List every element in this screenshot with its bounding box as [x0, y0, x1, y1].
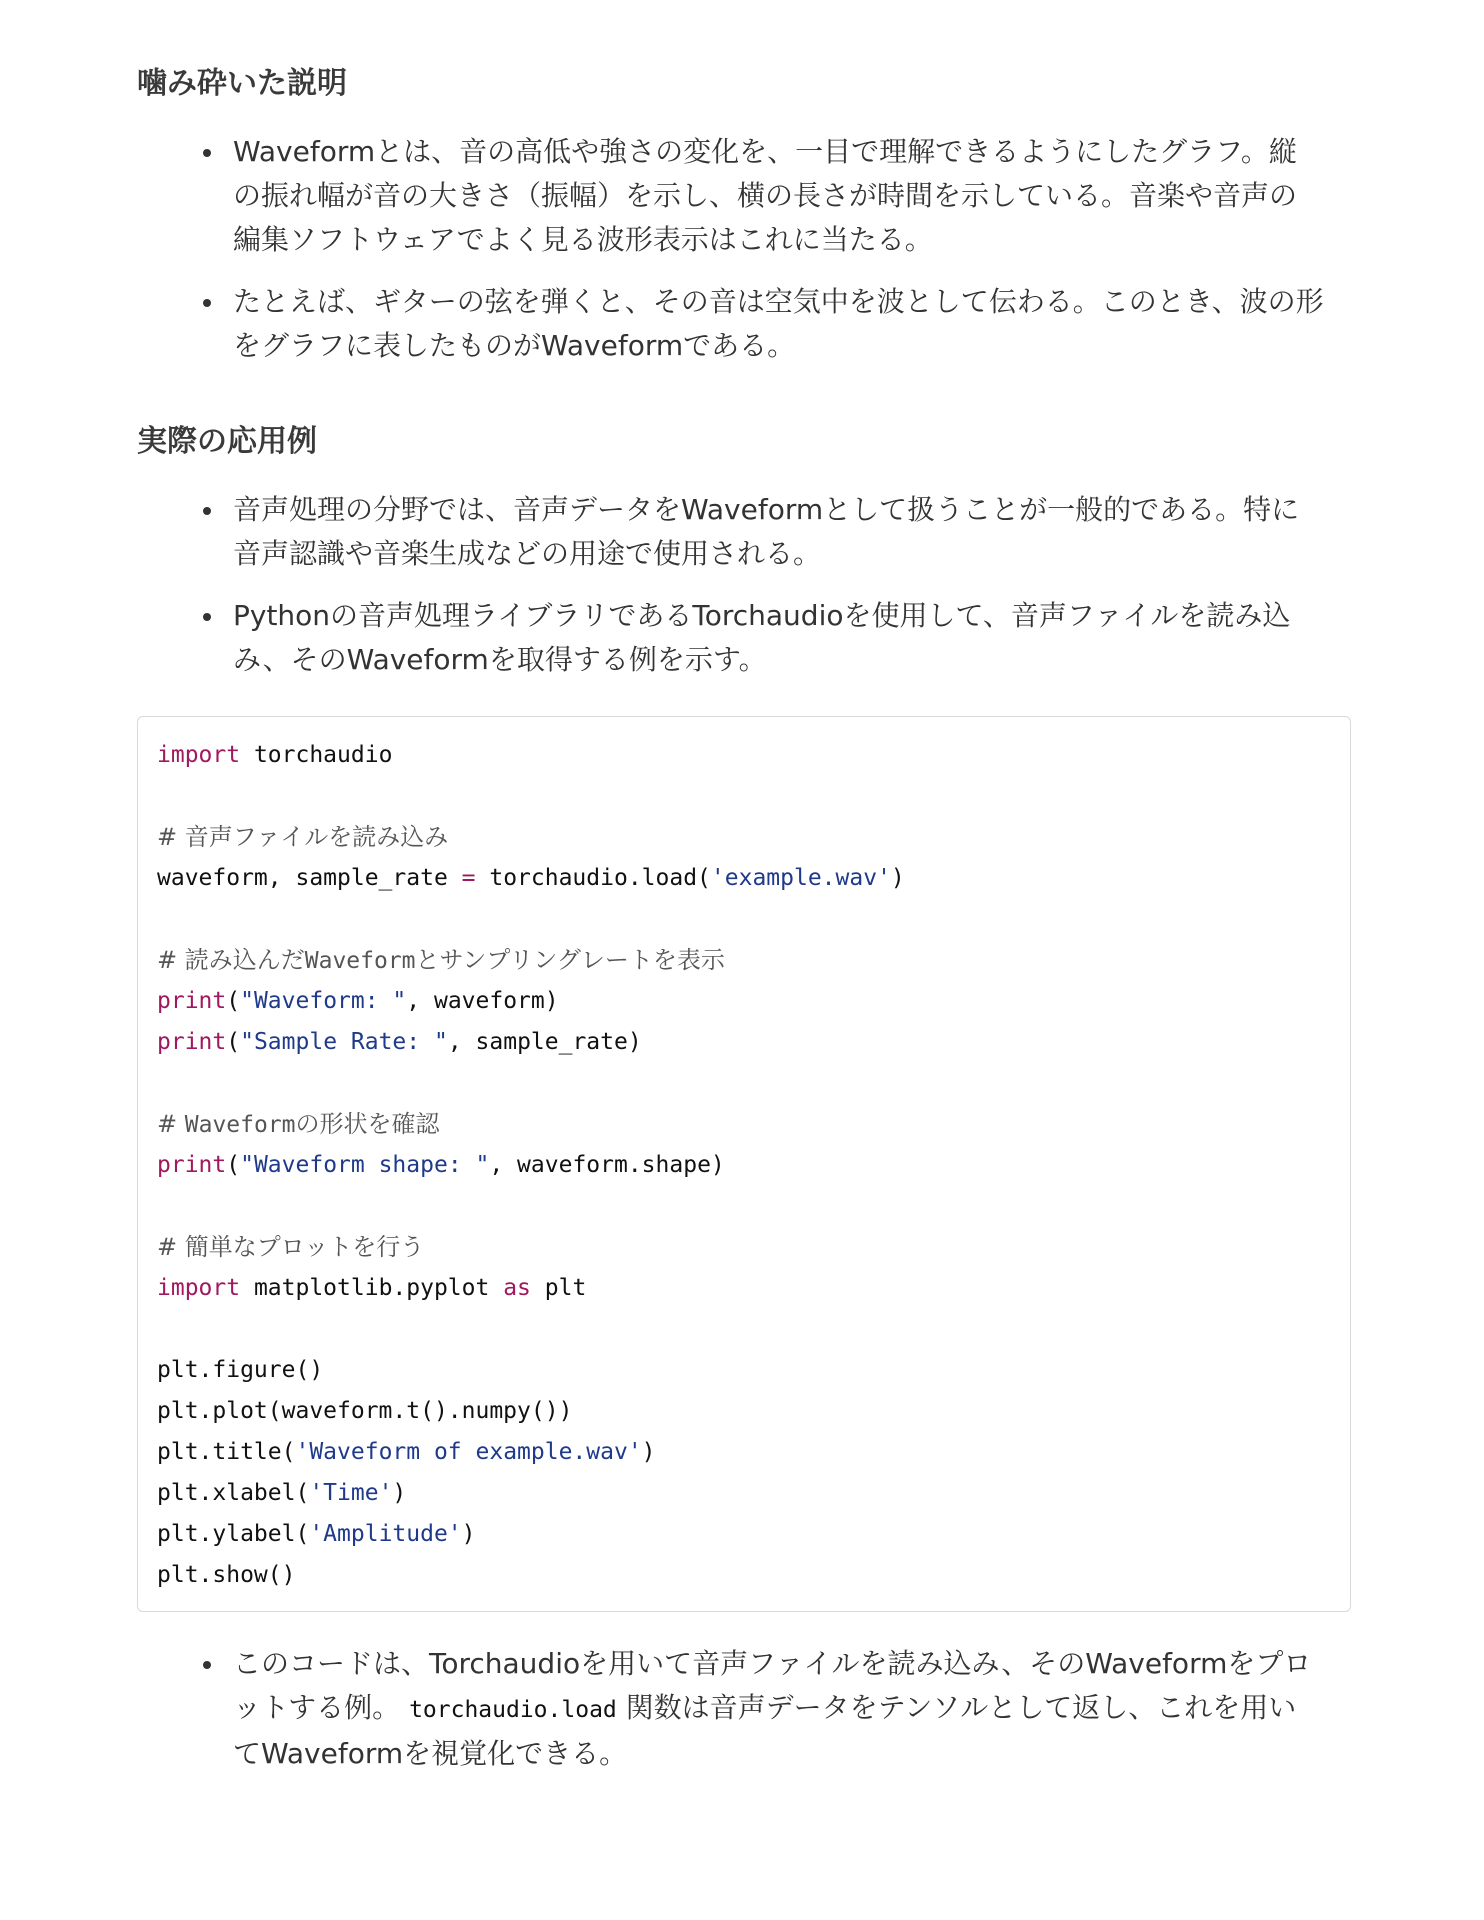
code-blank-line	[157, 776, 905, 817]
code-line	[157, 1391, 905, 1432]
code-blank-line	[157, 1186, 905, 1227]
code-keyword: as	[503, 1275, 531, 1301]
code-text: plt	[530, 1275, 587, 1301]
code-text: (	[226, 988, 241, 1014]
code-keyword: import	[157, 1275, 241, 1301]
code-line	[157, 1022, 905, 1063]
code-keyword: print	[157, 1029, 227, 1055]
heading-simple-explanation: 噛み砕いた説明	[137, 66, 347, 101]
code-text: , waveform)	[406, 988, 559, 1014]
code-blank-line	[157, 899, 905, 940]
code-text: )	[461, 1521, 476, 1547]
code-comment-line	[157, 1104, 905, 1145]
code-line	[157, 735, 905, 776]
code-keyword: print	[157, 1152, 227, 1178]
code-block	[137, 716, 1351, 1612]
code-comment	[157, 1110, 440, 1138]
code-keyword: print	[157, 988, 227, 1014]
code-string: 'example.wav'	[710, 865, 891, 891]
code-text: plt.figure()	[157, 1357, 324, 1383]
bullet-list-examples	[199, 488, 1324, 682]
code-string: 'Waveform of example.wav'	[295, 1439, 642, 1465]
code-lines	[157, 735, 905, 1596]
code-keyword: import	[157, 742, 241, 768]
list-item	[199, 1642, 1324, 1776]
list-item-text: このコードは、Torchaudioを用いて音声ファイルを読み込み、そのWaveformをプロットする例。	[233, 1647, 1312, 1724]
code-text: waveform, sample_rate	[157, 865, 462, 891]
code-line	[157, 1432, 905, 1473]
code-text: torchaudio.load(	[475, 865, 711, 891]
list-item-text: Waveformとは、音の高低や強さの変化を、一目で理解できるようにしたグラフ。縦の振れ幅が音の大きさ（振幅）を示し、横の長さが時間を示している。音楽や音声の編集ソフトウェアでよく見る波形表示はこれに当たる。	[233, 135, 1298, 256]
bullet-list-code-explanation	[199, 1642, 1324, 1776]
list-item	[199, 280, 1324, 368]
list-item	[199, 488, 1324, 576]
code-text: plt.ylabel(	[157, 1521, 310, 1547]
code-string: 'Amplitude'	[309, 1521, 462, 1547]
list-item-text: Pythonの音声処理ライブラリであるTorchaudioを使用して、音声ファイルを読み込み、そのWaveformを取得する例を示す。	[233, 599, 1291, 676]
list-item-text: 音声処理の分野では、音声データをWaveformとして扱うことが一般的である。特に音声認識や音楽生成などの用途で使用される。	[233, 493, 1300, 570]
code-comment-line	[157, 1227, 905, 1268]
code-comment-line	[157, 817, 905, 858]
code-line	[157, 1145, 905, 1186]
list-item	[199, 594, 1324, 682]
code-text: plt.plot(waveform.t().numpy())	[157, 1398, 573, 1424]
code-comment-part: とサンプリングレートを表示	[415, 946, 725, 974]
code-comment-part: の形状を確認	[295, 1110, 440, 1138]
list-item-text: 関数は音声データをテンソルとして返し、これを用いてWaveformを視覚化できる。	[233, 1691, 1297, 1770]
code-text: )	[392, 1480, 407, 1506]
code-line	[157, 1473, 905, 1514]
code-text: , waveform.shape)	[489, 1152, 725, 1178]
code-comment-part: #	[157, 1110, 185, 1138]
code-text: , sample_rate)	[447, 1029, 642, 1055]
code-string: 'Time'	[309, 1480, 393, 1506]
code-string: "Sample Rate: "	[240, 1029, 448, 1055]
code-line	[157, 1268, 905, 1309]
list-item	[199, 130, 1324, 262]
code-blank-line	[157, 1063, 905, 1104]
code-line	[157, 1350, 905, 1391]
code-text: (	[226, 1029, 241, 1055]
bullet-list-explanation	[199, 130, 1324, 368]
code-comment-part: Waveform	[184, 1112, 296, 1138]
code-line	[157, 1555, 905, 1596]
code-comment: # 簡単なプロットを行う	[157, 1233, 425, 1261]
code-line	[157, 858, 905, 899]
code-text: matplotlib.pyplot	[240, 1275, 504, 1301]
code-text: )	[641, 1439, 656, 1465]
code-text: plt.xlabel(	[157, 1480, 310, 1506]
code-string: "Waveform: "	[240, 988, 407, 1014]
code-text: )	[890, 865, 905, 891]
code-text: plt.title(	[157, 1439, 296, 1465]
code-line	[157, 981, 905, 1022]
code-blank-line	[157, 1309, 905, 1350]
list-item-text: たとえば、ギターの弦を弾くと、その音は空気中を波として伝わる。このとき、波の形をグラフに表したものがWaveformである。	[233, 285, 1324, 362]
code-text: plt.show()	[157, 1562, 296, 1588]
code-text: torchaudio	[240, 742, 393, 768]
code-comment-line	[157, 940, 905, 981]
code-comment-part: Waveform	[304, 948, 416, 974]
code-string: "Waveform shape: "	[240, 1152, 490, 1178]
code-comment-part: # 読み込んだ	[157, 946, 305, 974]
code-text: (	[226, 1152, 241, 1178]
code-operator: =	[461, 865, 476, 891]
code-comment	[157, 946, 725, 974]
code-line	[157, 1514, 905, 1555]
inline-code: torchaudio.load	[409, 1697, 617, 1723]
code-comment: # 音声ファイルを読み込み	[157, 823, 449, 851]
heading-application-examples: 実際の応用例	[137, 424, 317, 459]
